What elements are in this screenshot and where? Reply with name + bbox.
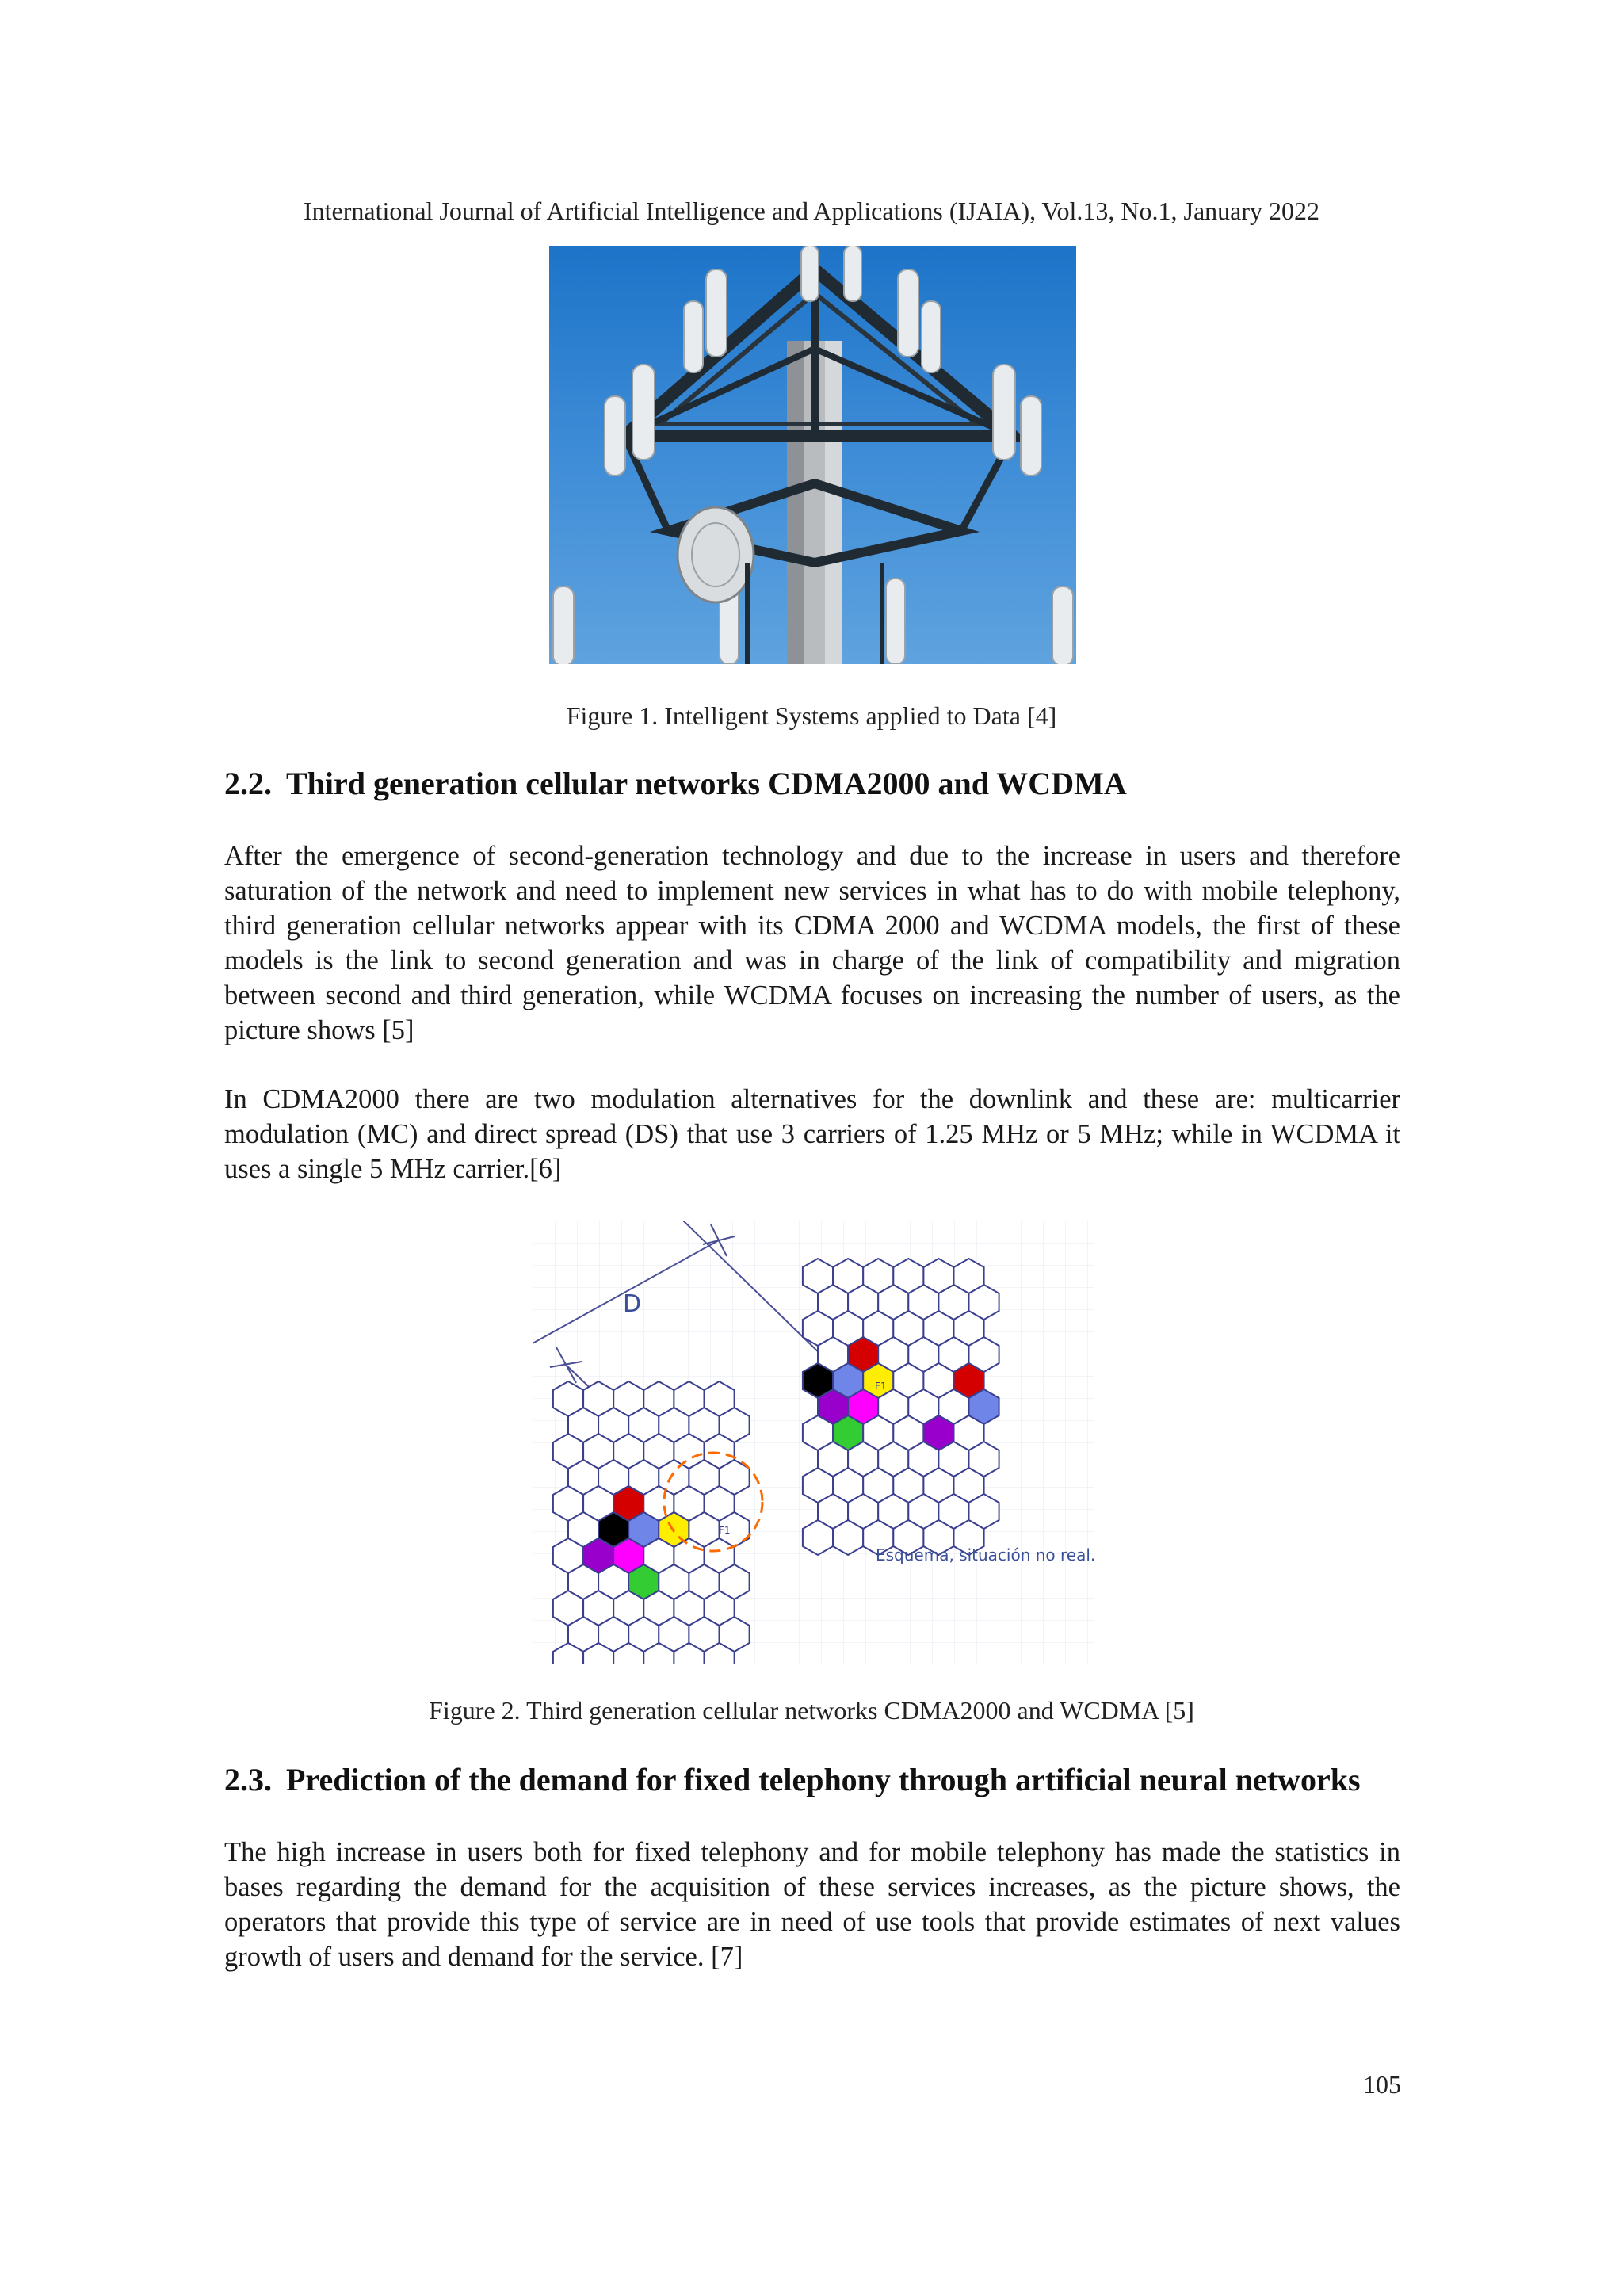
section-number: 2.3.	[224, 1762, 272, 1797]
figure-1-caption: Figure 1. Intelligent Systems applied to Data [4]	[566, 701, 1057, 730]
hex-cell	[833, 1520, 863, 1555]
section-2-2-heading	[224, 765, 1127, 802]
hexagonal-cell-diagram	[533, 1221, 1094, 1664]
cell-label: F1	[719, 1525, 731, 1536]
paragraph: After the emergence of second-generation technology and due to the increase in users and therefore saturation of the network and need to implement new services in what has to do with mobile telephony, third generation cellular networks appear with its CDMA 2000 and WCDMA models, the first of these models is the link to second generation and was in charge of the link of compatibility and migration between second and third generation, while WCDMA focuses on increasing the number of users, as the picture shows [5]	[224, 841, 1400, 1045]
distance-label: D	[623, 1290, 642, 1318]
section-number: 2.2.	[224, 766, 272, 801]
section-2-3-heading	[224, 1761, 1361, 1798]
cell-label: F1	[875, 1381, 887, 1392]
section-title: Prediction of the demand for fixed telephony through artificial neural networks	[286, 1762, 1361, 1797]
figure-2-caption: Figure 2. Third generation cellular networks CDMA2000 and WCDMA [5]	[429, 1696, 1194, 1725]
running-header: International Journal of Artificial Intelligence and Applications (IJAIA), Vol.13, No.1, January 2022	[303, 197, 1320, 225]
paragraph: The high increase in users both for fixed telephony and for mobile telephony has made the statistics in bases regarding the demand for the acquisition of these services increases, as the picture shows, the operators that provide this type of service are in need of use tools that provide estimates of next values growth of users and demand for the service. [7]	[224, 1837, 1400, 1972]
diagram-note: Esquema, situación no real.	[876, 1545, 1096, 1564]
hex-cell	[803, 1520, 833, 1555]
section-title: Third generation cellular networks CDMA2000 and WCDMA	[286, 766, 1127, 801]
paragraph: In CDMA2000 there are two modulation alternatives for the downlink and these are: multicarrier modulation (MC) and direct spread (DS) that use 3 carriers of 1.25 MHz or 5 MHz; while in WCDMA it uses a single 5 MHz carrier.[6]	[224, 1084, 1400, 1184]
cell-tower-photo	[549, 246, 1076, 664]
page-number: 105	[1363, 2070, 1401, 2099]
